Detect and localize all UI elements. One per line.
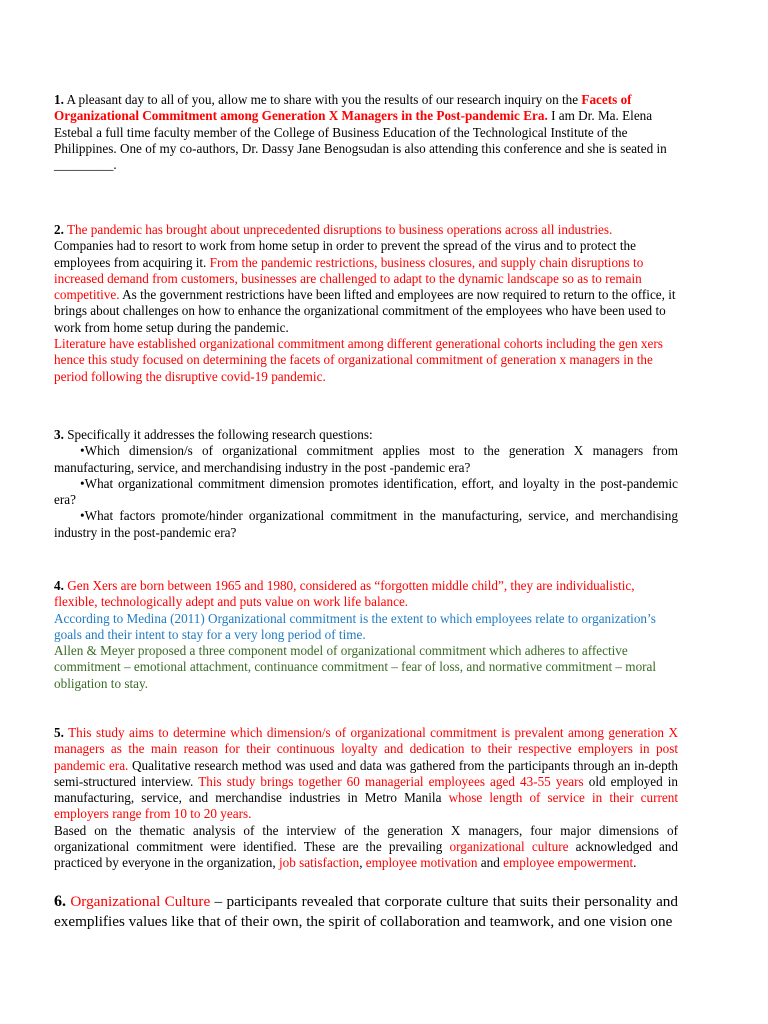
paragraph-number: 6. bbox=[54, 893, 66, 910]
question-text: What factors promote/hinder organizational commitment in the manufacturing, service, and merchandising industry in the post-pandemic era? bbox=[54, 508, 678, 540]
paragraph-number: 2. bbox=[54, 222, 64, 237]
bullet-icon: • bbox=[80, 508, 85, 524]
paragraph-4 bbox=[54, 578, 678, 692]
highlight-text: Literature have established organizational commitment among different generational cohorts including the gen xers hence this study focused on determining the facets of organizational commitment of generation x managers in the period following the disruptive covid-19 pandemic. bbox=[54, 336, 663, 384]
paragraph-text: A pleasant day to all of you, allow me to share with you the results of our research inquiry on the bbox=[63, 92, 582, 107]
dimension-keyword: job satisfaction bbox=[278, 855, 360, 871]
paragraph-number: 3. bbox=[54, 427, 64, 442]
question-text: What organizational commitment dimension promotes identification, effort, and loyalty in the post-pandemic era? bbox=[54, 475, 678, 508]
bullet-icon: • bbox=[80, 443, 85, 459]
paragraph-text: Specifically it addresses the following research questions: bbox=[63, 427, 373, 442]
paragraph-text: acknowledged and practiced by everyone in the organization, bbox=[54, 839, 678, 871]
paragraph-number: 5. bbox=[54, 725, 64, 740]
paragraph-3 bbox=[54, 427, 678, 541]
model-text: Allen & Meyer proposed a three component model of organizational commitment which adheres to affective commitment – emotional attachment, continuance commitment – fear of loss, and normative commitment – moral obligation to stay. bbox=[54, 643, 657, 691]
paragraph-number: 4. bbox=[54, 578, 64, 593]
question-text: Which dimension/s of organizational commitment applies most to the generation X managers from manufacturing, service, and merchandising industry in the post -pandemic era? bbox=[54, 443, 678, 475]
paragraph-text: old employed in manufacturing, service, and merchandise industries in Metro Manila bbox=[54, 773, 679, 806]
dimension-keyword: organizational culture bbox=[449, 839, 569, 855]
paragraph-text: Based on the thematic analysis of the interview of the generation X managers, four major dimensions of organizational commitment were identified. These are the prevailing bbox=[54, 822, 678, 855]
research-question-1 bbox=[54, 443, 678, 476]
paragraph-number: 1. bbox=[54, 92, 64, 107]
definition-text: According to Medina (2011) Organizational commitment is the extent to which employees relate to organization’s goals and their intent to stay for a very long period of time. bbox=[54, 610, 656, 642]
paragraph-text: I am Dr. Ma. Elena Estebal a full time faculty member of the College of Business Education of the Technological Institute of the Philippines. One of my co-authors, Dr. Dassy Jane Benogsudan is also attending this conference and she is seated in _________. bbox=[54, 108, 667, 173]
paragraph-text: As the government restrictions have been lifted and employees are now required to return to the office, it brings about challenges on how to enhance the organizational commitment of the employees who have been used to work from home setup during the pandemic. bbox=[54, 287, 676, 335]
paragraph-text: – participants revealed that corporate culture that suits their personality and exemplifies values like that of their own, the spirit of collaboration and teamwork, and one vision one bbox=[54, 893, 678, 930]
paragraph-text: , bbox=[359, 855, 366, 871]
paragraph-1 bbox=[54, 92, 678, 173]
paragraph-text: Qualitative research method was used and data was gathered from the participants through an in-depth semi-structured interview. bbox=[54, 757, 678, 789]
dimension-keyword: employee motivation bbox=[365, 855, 478, 871]
paragraph-5 bbox=[54, 725, 678, 872]
dimension-keyword: Organizational Culture bbox=[66, 893, 211, 910]
paragraph-text: Companies had to resort to work from home setup in order to prevent the spread of the virus and to protect the employees from acquiring it. bbox=[54, 238, 636, 270]
highlight-text: From the pandemic restrictions, business closures, and supply chain disruptions to increased demand from customers, businesses are challenged to adapt to the dynamic landscape so as to remain competitive. bbox=[54, 254, 644, 303]
bullet-icon: • bbox=[80, 475, 85, 491]
highlight-text: whose length of service in their current employers range from 10 to 20 years. bbox=[54, 790, 679, 822]
highlight-text: Gen Xers are born between 1965 and 1980, considered as “forgotten middle child”, they are individualistic, flexible, technologically adept and puts value on work life balance. bbox=[54, 578, 635, 610]
dimension-keyword: employee empowerment bbox=[503, 855, 634, 871]
highlight-text: This study aims to determine which dimension/s of organizational commitment is prevalent among generation X managers as the main reason for their continuous loyalty and dedication to their respective employers in post pandemic era. bbox=[54, 725, 678, 773]
paragraph-2 bbox=[54, 222, 678, 385]
paragraph-6 bbox=[54, 892, 678, 932]
highlight-text: The pandemic has brought about unprecedented disruptions to business operations across all industries. bbox=[63, 222, 613, 237]
paragraph-text: . bbox=[633, 855, 637, 871]
highlight-text: This study brings together 60 managerial employees aged 43-55 years bbox=[198, 773, 584, 789]
research-title: Facets of Organizational Commitment among Generation X Managers in the Post-pandemic Era. bbox=[54, 92, 632, 124]
paragraph-text: and bbox=[477, 855, 504, 871]
research-question-2 bbox=[54, 476, 678, 509]
research-question-3 bbox=[54, 508, 678, 541]
